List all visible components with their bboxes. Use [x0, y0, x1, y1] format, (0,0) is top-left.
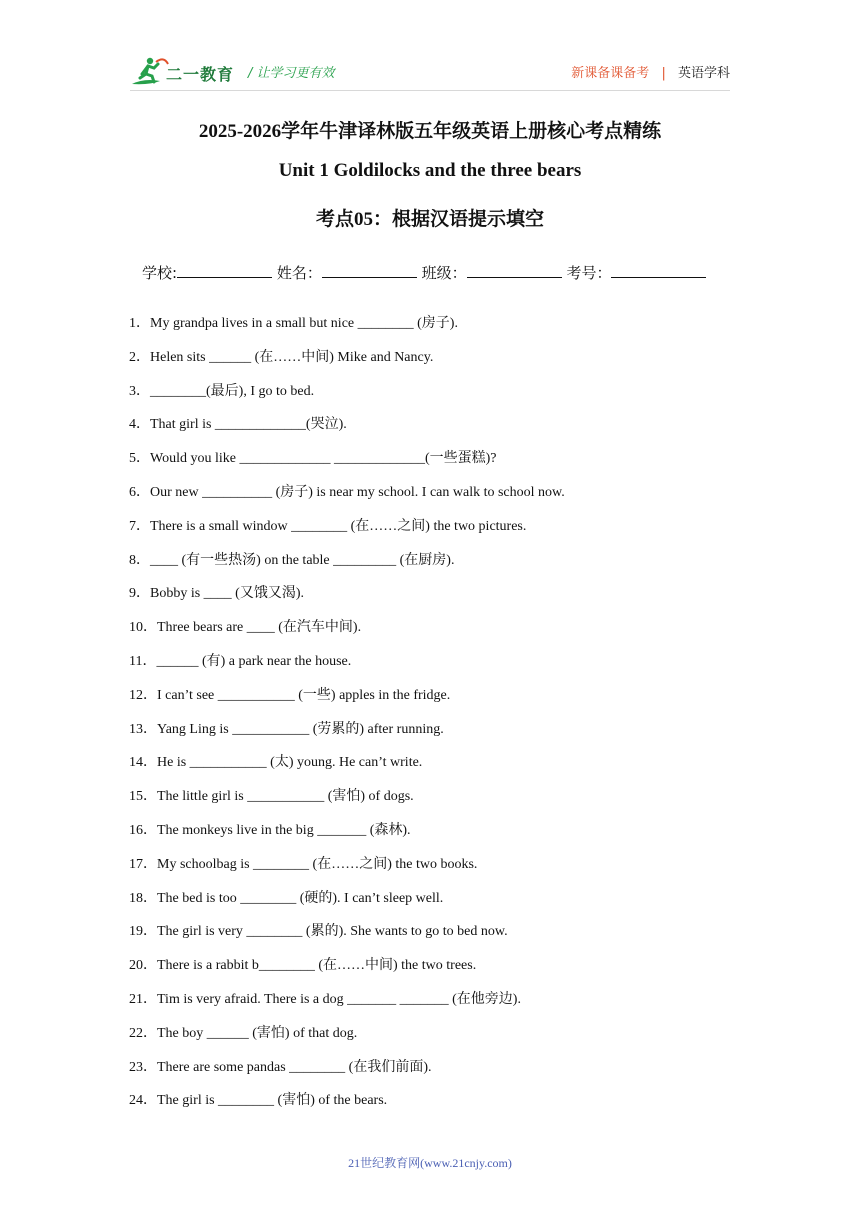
header-right: [571, 62, 730, 81]
page-header: [130, 54, 730, 94]
question-number: 9．: [129, 586, 150, 602]
question-list: [129, 314, 749, 1125]
question-item: [129, 517, 749, 551]
question-text: Helen sits ______ (在……中间) Mike and Nancy.: [150, 349, 434, 365]
question-number: 23．: [129, 1059, 157, 1075]
doc-unit-title: Unit 1 Goldilocks and the three bears: [278, 160, 582, 181]
question-number: 4．: [129, 417, 150, 433]
question-text: That girl is _____________(哭泣).: [150, 417, 347, 433]
class-blank[interactable]: [467, 263, 562, 278]
question-item: [129, 686, 749, 720]
question-item: [129, 990, 749, 1024]
header-separator: |: [661, 66, 666, 81]
name-label: 姓名：: [276, 264, 322, 282]
question-text: Yang Ling is ___________ (劳累的) after running.: [157, 721, 444, 737]
question-text: Three bears are ____ (在汽车中间).: [157, 620, 362, 636]
question-number: 2．: [129, 349, 150, 365]
question-text: The little girl is ___________ (害怕) of dogs.: [157, 789, 414, 805]
question-number: 22．: [129, 1025, 157, 1041]
question-text: I can’t see ___________ (一些) apples in the fridge.: [157, 687, 451, 703]
question-number: 1．: [129, 316, 150, 331]
question-item: [129, 348, 749, 382]
question-number: 20．: [129, 958, 157, 974]
question-item: [129, 382, 749, 416]
question-item: [129, 720, 749, 754]
doc-title: 2025-2026学年牛津译林版五年级英语上册核心考点精练: [198, 121, 662, 142]
question-item: [129, 652, 749, 686]
question-item: [129, 889, 749, 923]
question-item: [129, 449, 749, 483]
question-text: The bed is too ________ (硬的). I can’t sleep well.: [157, 890, 444, 906]
header-tag-subject: 英语学科: [677, 66, 730, 81]
question-text: My grandpa lives in a small but nice ________ (房子).: [150, 316, 458, 331]
question-item: [129, 483, 749, 517]
question-item: [129, 618, 749, 652]
header-tag-course: 新课备课备考: [571, 66, 650, 81]
question-item: [129, 922, 749, 956]
number-label: 考号：: [566, 264, 612, 282]
question-number: 18．: [129, 890, 157, 906]
logo-text: 二一教育: [166, 65, 235, 84]
question-text: Would you like _____________ _____________(一些蛋糕)?: [150, 451, 497, 467]
question-item: [129, 415, 749, 449]
question-text: The girl is very ________ (累的). She wants to go to bed now.: [157, 924, 508, 940]
question-number: 5．: [129, 451, 150, 467]
site-logo: [130, 54, 240, 90]
question-item: [129, 787, 749, 821]
question-number: 17．: [129, 856, 157, 872]
question-item: [129, 855, 749, 889]
question-text: There are some pandas ________ (在我们前面).: [157, 1059, 432, 1075]
question-item: [129, 956, 749, 990]
class-label: 班级：: [421, 264, 467, 282]
question-text: He is ___________ (太) young. He can’t write.: [157, 755, 423, 771]
student-info-line: [142, 262, 706, 283]
question-text: The girl is ________ (害怕) of the bears.: [157, 1093, 388, 1109]
question-number: 12．: [129, 687, 157, 703]
header-divider: [130, 90, 730, 91]
question-number: 8．: [129, 552, 150, 568]
question-text: Bobby is ____ (又饿又渴).: [150, 586, 304, 602]
doc-topic-title: 考点05：根据汉语提示填空: [315, 209, 544, 230]
question-item: [129, 1058, 749, 1092]
question-number: 3．: [129, 383, 150, 399]
question-number: 15．: [129, 789, 157, 805]
school-blank[interactable]: [177, 263, 272, 278]
question-number: 21．: [129, 991, 157, 1007]
question-number: 7．: [129, 518, 150, 534]
question-item: [129, 1091, 749, 1125]
question-text: The boy ______ (害怕) of that dog.: [157, 1025, 358, 1041]
header-slogan: / 让学习更有效: [248, 66, 335, 81]
name-blank[interactable]: [322, 263, 417, 278]
question-text: ______ (有) a park near the house.: [156, 653, 352, 669]
question-text: Our new __________ (房子) is near my school. I can walk to school now.: [150, 484, 565, 500]
page-footer[interactable]: 21世纪教育网(www.21cnjy.com): [348, 1156, 512, 1170]
school-label: 学校:: [142, 264, 178, 282]
question-text: The monkeys live in the big _______ (森林).: [157, 822, 411, 838]
question-number: 16．: [129, 822, 157, 838]
question-text: There is a small window ________ (在……之间) the two pictures.: [150, 518, 527, 534]
question-number: 24．: [129, 1093, 157, 1109]
question-text: My schoolbag is ________ (在……之间) the two books.: [157, 856, 478, 872]
question-item: [129, 821, 749, 855]
question-item: [129, 584, 749, 618]
question-item: [129, 1024, 749, 1058]
question-text: Tim is very afraid. There is a dog _______ _______ (在他旁边).: [157, 991, 521, 1007]
question-number: 19．: [129, 924, 157, 940]
question-number: 13．: [129, 721, 157, 737]
question-number: 11．: [129, 653, 157, 669]
question-item: [129, 314, 749, 348]
question-number: 10．: [129, 620, 157, 636]
question-item: [129, 753, 749, 787]
number-blank[interactable]: [611, 263, 706, 278]
question-number: 14．: [129, 755, 157, 771]
question-item: [129, 551, 749, 585]
question-number: 6．: [129, 484, 150, 500]
question-text: ____ (有一些热汤) on the table _________ (在厨房).: [150, 552, 455, 568]
question-text: ________(最后), I go to bed.: [150, 383, 315, 399]
question-text: There is a rabbit b________ (在……中间) the two trees.: [157, 958, 477, 974]
